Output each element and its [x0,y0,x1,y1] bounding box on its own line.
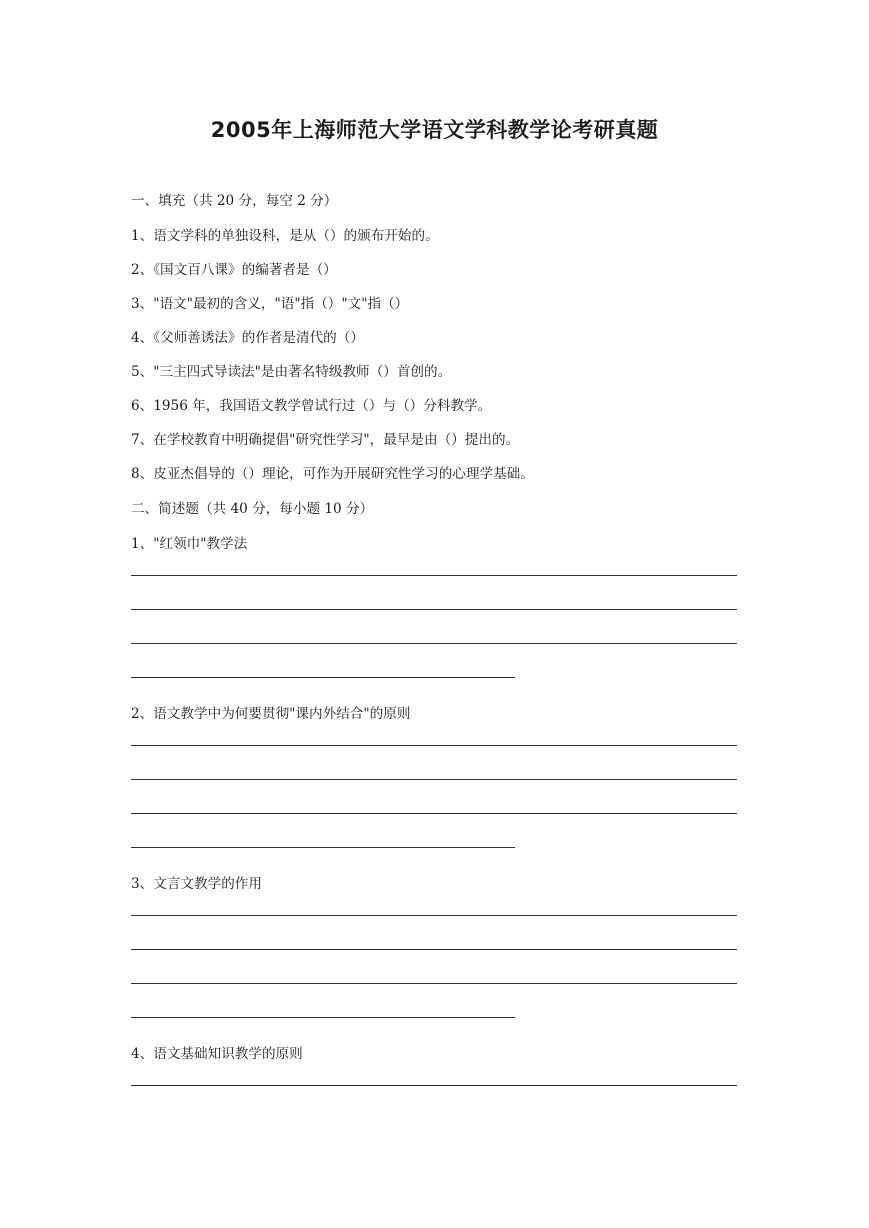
page-title: 2005年上海师范大学语文学科教学论考研真题 [210,118,659,142]
answer-line [131,983,737,984]
fill-in-item-6: 6、1956 年，我国语文教学曾试行过（）与（）分科教学。 [131,398,492,414]
short-answer-question-2: 2、语文教学中为何要贯彻"课内外结合"的原则 [131,706,411,722]
answer-line [131,779,737,780]
short-answer-question-4: 4、语文基础知识教学的原则 [131,1046,303,1062]
answer-line [131,575,737,576]
short-answer-question-3: 3、文言文教学的作用 [131,876,262,892]
fill-in-item-5: 5、"三主四式导读法"是由著名特级教师（）首创的。 [131,364,452,380]
fill-in-item-4: 4、《父师善诱法》的作者是清代的（） [131,330,364,346]
section-heading-short-answer: 二、简述题（共 40 分，每小题 10 分） [131,501,374,517]
answer-line [131,643,737,644]
fill-in-item-1: 1、语文学科的单独设科，是从（）的颁布开始的。 [131,228,439,244]
answer-line [131,847,515,848]
fill-in-item-2: 2、《国文百八课》的编著者是（） [131,262,337,278]
fill-in-item-7: 7、在学校教育中明确提倡"研究性学习"，最早是由（）提出的。 [131,432,520,448]
answer-line [131,915,737,916]
answer-line [131,745,737,746]
answer-line [131,1017,515,1018]
answer-line [131,813,737,814]
answer-line [131,609,737,610]
answer-line [131,1085,737,1086]
fill-in-item-3: 3、"语文"最初的含义，"语"指（）"文"指（） [131,296,409,312]
fill-in-item-8: 8、皮亚杰倡导的（）理论，可作为开展研究性学习的心理学基础。 [131,466,534,482]
answer-line [131,949,737,950]
answer-line [131,677,515,678]
section-heading-fill-in: 一、填充（共 20 分，每空 2 分） [131,193,338,209]
short-answer-question-1: 1、"红领巾"教学法 [131,536,248,552]
